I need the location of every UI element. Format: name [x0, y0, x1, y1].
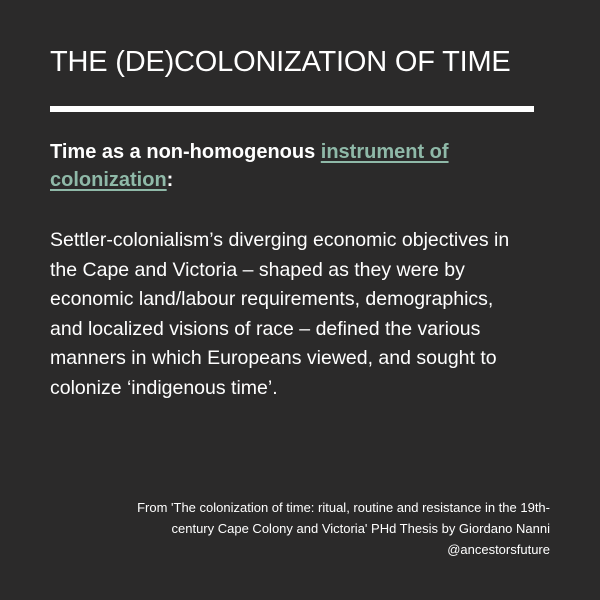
instrument-of-colonization-link[interactable]: instrument of colonization	[50, 141, 449, 191]
subtitle	[50, 138, 530, 194]
credit-handle: @ancestorsfuture	[447, 542, 550, 557]
subtitle-suffix: :	[166, 169, 174, 191]
source-credit	[80, 497, 550, 560]
subtitle-prefix: Time as a non-homogenous	[50, 141, 321, 163]
credit-line-2: century Cape Colony and Victoria' PHd Thesis by Giordano Nanni	[171, 521, 550, 536]
credit-line-1: From 'The colonization of time: ritual, routine and resistance in the 19th-	[137, 500, 550, 515]
body-paragraph: Settler-colonialism’s diverging economic objectives in the Cape and Victoria – shaped as they were by economic land/labour requirements, demographics, and localized visions of race – defined the various manners in which Europeans viewed, and sought to colonize ‘indigenous time’.	[50, 229, 510, 399]
title-divider	[50, 106, 534, 112]
slide-title: THE (DE)COLONIZATION OF TIME	[50, 46, 511, 78]
